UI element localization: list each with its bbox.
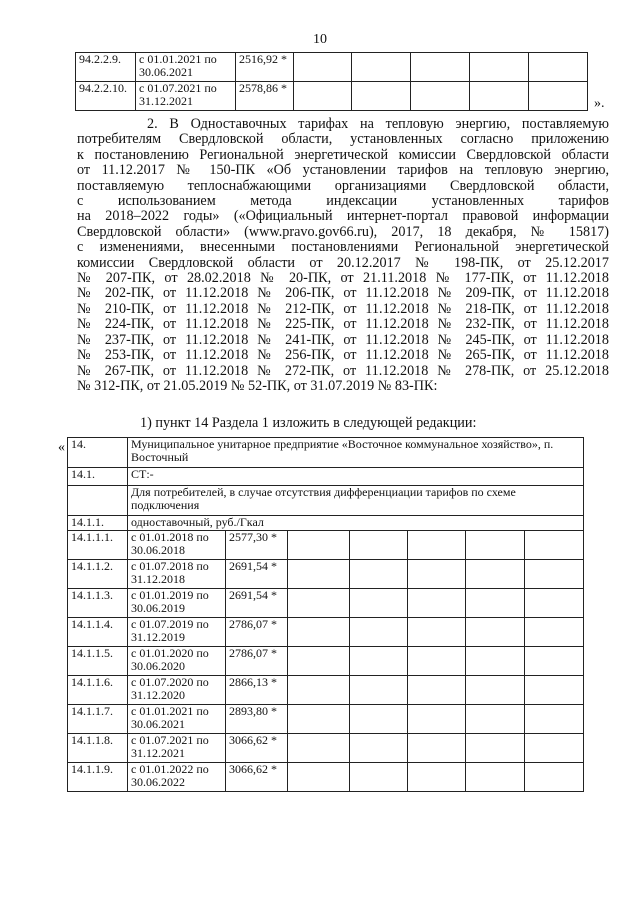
paragraph-line: № 224-ПК, от 11.12.2018 № 225-ПК, от 11.12.2018 № 232-ПК, от 11.12.2018 [77,316,609,333]
empty-cell [466,763,525,792]
value-cell: 2786,07 * [226,618,288,647]
table-top-body [76,53,588,111]
paragraph-line: к постановлению Региональной энергетической комиссии Свердловской области [77,146,609,163]
paragraph-line: потребителям Свердловской области, установленных согласно приложению [77,131,609,148]
empty-cell [408,531,466,560]
value-cell: 3066,62 * [226,763,288,792]
empty-cell [350,560,408,589]
empty-cell [525,647,584,676]
paragraph-line: на 2018–2022 годы» («Официальный интернет-портал правовой информации [77,208,609,225]
code-cell: 14.1.1.2. [68,560,128,589]
period-cell: с 01.07.2021 по 31.12.2021 [136,82,236,111]
empty-cell [525,705,584,734]
table-row [76,53,588,82]
table-row [68,763,584,792]
opening-quote-mark: « [58,440,65,455]
empty-cell [408,618,466,647]
empty-cell [470,82,529,111]
period-cell: с 01.07.2020 по 31.12.2020 [128,676,226,705]
empty-cell [350,676,408,705]
organization-name-cell: Муниципальное унитарное предприятие «Восточное коммунальное хозяйство», п. Восточный [128,438,584,468]
paragraph-line: № 237-ПК, от 11.12.2018 № 241-ПК, от 11.12.2018 № 245-ПК, от 11.12.2018 [77,331,609,348]
ct-code-cell: 14.1. [68,468,128,486]
table-row [68,705,584,734]
empty-cell [288,589,350,618]
value-cell: 2691,54 * [226,589,288,618]
code-cell: 14.1.1.9. [68,763,128,792]
empty-cell [350,618,408,647]
empty-cell [466,560,525,589]
paragraph-line: № 267-ПК, от 11.12.2018 № 272-ПК, от 11.12.2018 № 278-ПК, от 25.12.2018 [77,362,609,379]
table-row [68,734,584,763]
code-cell: 14.1.1.7. [68,705,128,734]
period-cell: с 01.07.2021 по 31.12.2021 [128,734,226,763]
empty-cell [466,705,525,734]
empty-cell [350,589,408,618]
paragraph-line: № 207-ПК, от 28.02.2018 № 20-ПК, от 21.11.2018 № 177-ПК, от 11.12.2018 [77,270,609,287]
period-cell: с 01.01.2022 по 30.06.2022 [128,763,226,792]
table-row [68,647,584,676]
paragraph-line: Свердловской области» (www.pravo.gov66.ru), 2017, 18 декабря, № 15817) [77,223,609,240]
code-cell: 14.1.1.3. [68,589,128,618]
empty-cell [525,676,584,705]
period-cell: с 01.07.2019 по 31.12.2019 [128,618,226,647]
subitem-1: 1) пункт 14 Раздела 1 изложить в следующей редакции: [140,415,477,431]
empty-cell [408,589,466,618]
period-cell: с 01.01.2018 по 30.06.2018 [128,531,226,560]
tariff-table-continuation [75,52,588,111]
empty-cell [466,531,525,560]
empty-cell [408,676,466,705]
tariff-table-item-14 [67,437,584,792]
empty-cell [408,705,466,734]
unit-code-cell: 14.1.1. [68,516,128,531]
table-main-rows [68,531,584,792]
empty-cell [466,589,525,618]
code-cell: 14.1.1.4. [68,618,128,647]
empty-cell [466,734,525,763]
code-cell: 14.1.1.1. [68,531,128,560]
value-cell: 2577,30 * [226,531,288,560]
paragraph-line: комиссии Свердловской области от 20.12.2017 № 198-ПК, от 25.12.2017 [77,254,609,271]
table-row [68,676,584,705]
value-cell: 2578,86 * [236,82,294,111]
empty-cell [525,589,584,618]
empty-cell [350,647,408,676]
empty-cell [525,560,584,589]
value-cell: 3066,62 * [226,734,288,763]
paragraph-line: 2. В Одноставочных тарифах на тепловую энергию, поставляемую [147,116,609,132]
empty-cell [408,647,466,676]
empty-cell [525,763,584,792]
item-code-cell: 14. [68,438,128,468]
empty-cell [288,705,350,734]
empty-cell [352,53,411,82]
empty-cell [525,618,584,647]
empty-cell [411,53,470,82]
period-cell: с 01.01.2019 по 30.06.2019 [128,589,226,618]
table-row [68,560,584,589]
paragraph-line: № 253-ПК, от 11.12.2018 № 256-ПК, от 11.12.2018 № 265-ПК, от 11.12.2018 [77,347,609,364]
value-cell: 2786,07 * [226,647,288,676]
code-cell: 14.1.1.8. [68,734,128,763]
code-cell: 94.2.2.10. [76,82,136,111]
value-cell: 2893,80 * [226,705,288,734]
paragraph-line: № 210-ПК, от 11.12.2018 № 212-ПК, от 11.12.2018 № 218-ПК, от 11.12.2018 [77,300,609,317]
empty-cell [408,734,466,763]
table-row [76,82,588,111]
empty-cell [408,763,466,792]
code-cell: 94.2.2.9. [76,53,136,82]
empty-cell [350,734,408,763]
empty-cell [350,531,408,560]
value-cell: 2691,54 * [226,560,288,589]
empty-cell [288,763,350,792]
period-cell: с 01.01.2020 по 30.06.2020 [128,647,226,676]
paragraph-line: с использованием метода индексации установленных тарифов [77,193,609,210]
period-cell: с 01.07.2018 по 31.12.2018 [128,560,226,589]
paragraph-line: поставляемую теплоснабжающими организациями Свердловской области, [77,177,609,194]
empty-cell [288,531,350,560]
value-cell: 2516,92 * [236,53,294,82]
page-number: 10 [313,32,327,47]
empty-cell [288,618,350,647]
closing-quote-mark: ». [594,96,605,111]
empty-cell [288,676,350,705]
paragraph-line: с изменениями, внесенными постановлениями Региональной энергетической [77,239,609,256]
ct-row [68,468,584,486]
code-cell: 14.1.1.5. [68,647,128,676]
period-cell: с 01.01.2021 по 30.06.2021 [128,705,226,734]
empty-cell [408,560,466,589]
amendment-paragraph [77,117,609,394]
condition-text-cell: Для потребителей, в случае отсутствия дифференциации тарифов по схеме подключения [128,486,584,516]
empty-cell [466,676,525,705]
empty-cell [525,734,584,763]
empty-cell [525,531,584,560]
ct-text-cell: СТ:- [128,468,584,486]
empty-cell [288,734,350,763]
empty-cell [294,53,352,82]
empty-cell [288,647,350,676]
paragraph-line: от 11.12.2017 № 150-ПК «Об установлении тарифов на тепловую энергию, [77,162,609,179]
empty-cell [411,82,470,111]
paragraph-line: № 202-ПК, от 11.12.2018 № 206-ПК, от 11.12.2018 № 209-ПК, от 11.12.2018 [77,285,609,302]
condition-code-cell [68,486,128,516]
period-cell: с 01.01.2021 по 30.06.2021 [136,53,236,82]
empty-cell [529,53,588,82]
unit-row [68,516,584,531]
value-cell: 2866,13 * [226,676,288,705]
code-cell: 14.1.1.6. [68,676,128,705]
empty-cell [466,647,525,676]
empty-cell [288,560,350,589]
empty-cell [529,82,588,111]
empty-cell [466,618,525,647]
empty-cell [294,82,352,111]
table-row [68,618,584,647]
table-row [68,531,584,560]
table-row [68,589,584,618]
empty-cell [350,763,408,792]
table-header-row [68,438,584,468]
empty-cell [350,705,408,734]
paragraph-line: № 312-ПК, от 21.05.2019 № 52-ПК, от 31.07.2019 № 83-ПК: [77,377,438,394]
empty-cell [352,82,411,111]
condition-row [68,486,584,516]
unit-text-cell: одноставочный, руб./Гкал [128,516,584,531]
empty-cell [470,53,529,82]
